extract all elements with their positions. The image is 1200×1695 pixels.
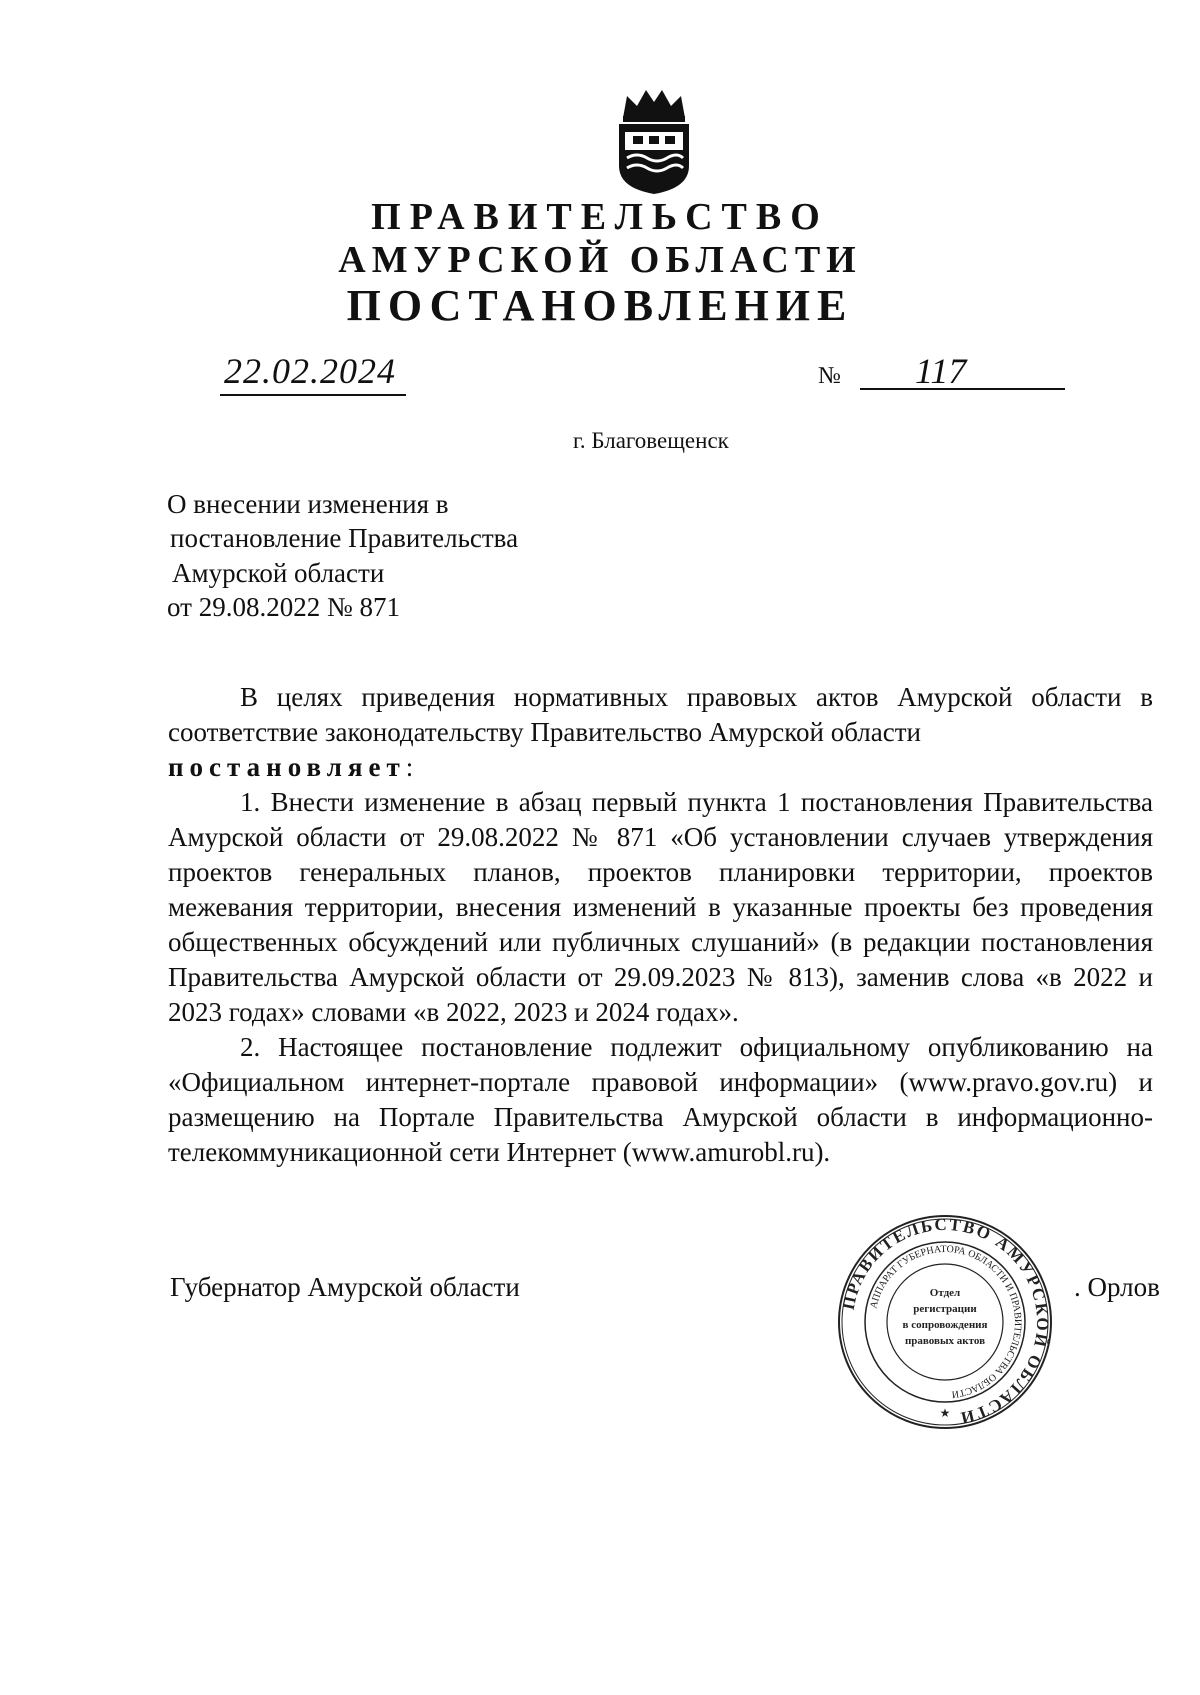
- subject-line: О внесении изменения в: [167, 489, 449, 519]
- signer-title: Губернатор Амурской области: [170, 1272, 520, 1302]
- decree-line: [168, 750, 1153, 785]
- document-date: 22.02.2024: [220, 350, 406, 396]
- signer-name: . Орлов: [1074, 1272, 1160, 1302]
- official-stamp: [835, 1212, 1055, 1432]
- government-title-line2: АМУРСКОЙ ОБЛАСТИ: [338, 239, 862, 281]
- document-number: 117: [915, 351, 967, 391]
- preamble-paragraph: В целях приведения нормативных правовых актов Амурской области в соответствие законодательству Правительство Амурской области: [168, 682, 1153, 747]
- number-sign: №: [818, 363, 841, 389]
- stamp-center-line: Отдел: [929, 1287, 961, 1299]
- item-1-paragraph: 1. Внести изменение в абзац первый пункта 1 постановления Правительства Амурской области от 29.08.2022 № 871 «Об установлении случаев утверждения проектов генеральных планов, проектов планировки территории, проектов межевания территории, внесения изменений в указанные проекты без проведения общественных обсуждений или публичных слушаний» (в редакции постановления Правительства Амурской области от 29.09.2023 № 813), заменив слова «в 2022 и 2023 годах» словами «в 2022, 2023 и 2024 годах».: [168, 787, 1153, 1027]
- subject-line: постановление Правительства: [170, 523, 519, 553]
- document-body: [168, 680, 1153, 1170]
- stamp-center-line: правовых актов: [904, 1335, 986, 1347]
- coat-of-arms-icon: [613, 88, 695, 196]
- star-icon: ★: [939, 1406, 951, 1420]
- stamp-inner-text: АППАРАТ ГУБЕРНАТОРА ОБЛАСТИ И ПРАВИТЕЛЬСТВА ОБЛАСТИ: [868, 1243, 1024, 1400]
- subject-line: от 29.08.2022 № 871: [167, 592, 400, 622]
- government-title-line1: ПРАВИТЕЛЬСТВО: [371, 196, 829, 238]
- item-2-paragraph: 2. Настоящее постановление подлежит официальному опубликованию на «Официальном интернет-портале правовой информации» (www.pravo.gov.ru) и размещению на Портале Правительства Амурской области в информационно-телекоммуникационной сети Интернет (www.amurobl.ru).: [168, 1032, 1153, 1167]
- document-city: г. Благовещенск: [573, 428, 729, 453]
- stamp-center-line: регистрации: [913, 1303, 977, 1315]
- stamp-center-line: в сопровождения: [902, 1319, 988, 1331]
- decree-word: постановляет: [168, 752, 406, 782]
- subject-line: Амурской области: [172, 558, 385, 588]
- document-type: ПОСТАНОВЛЕНИЕ: [346, 281, 854, 330]
- stamp-outer-text: ПРАВИТЕЛЬСТВО АМУРСКОЙ ОБЛАСТИ: [838, 1214, 1053, 1428]
- decree-colon: :: [405, 752, 414, 782]
